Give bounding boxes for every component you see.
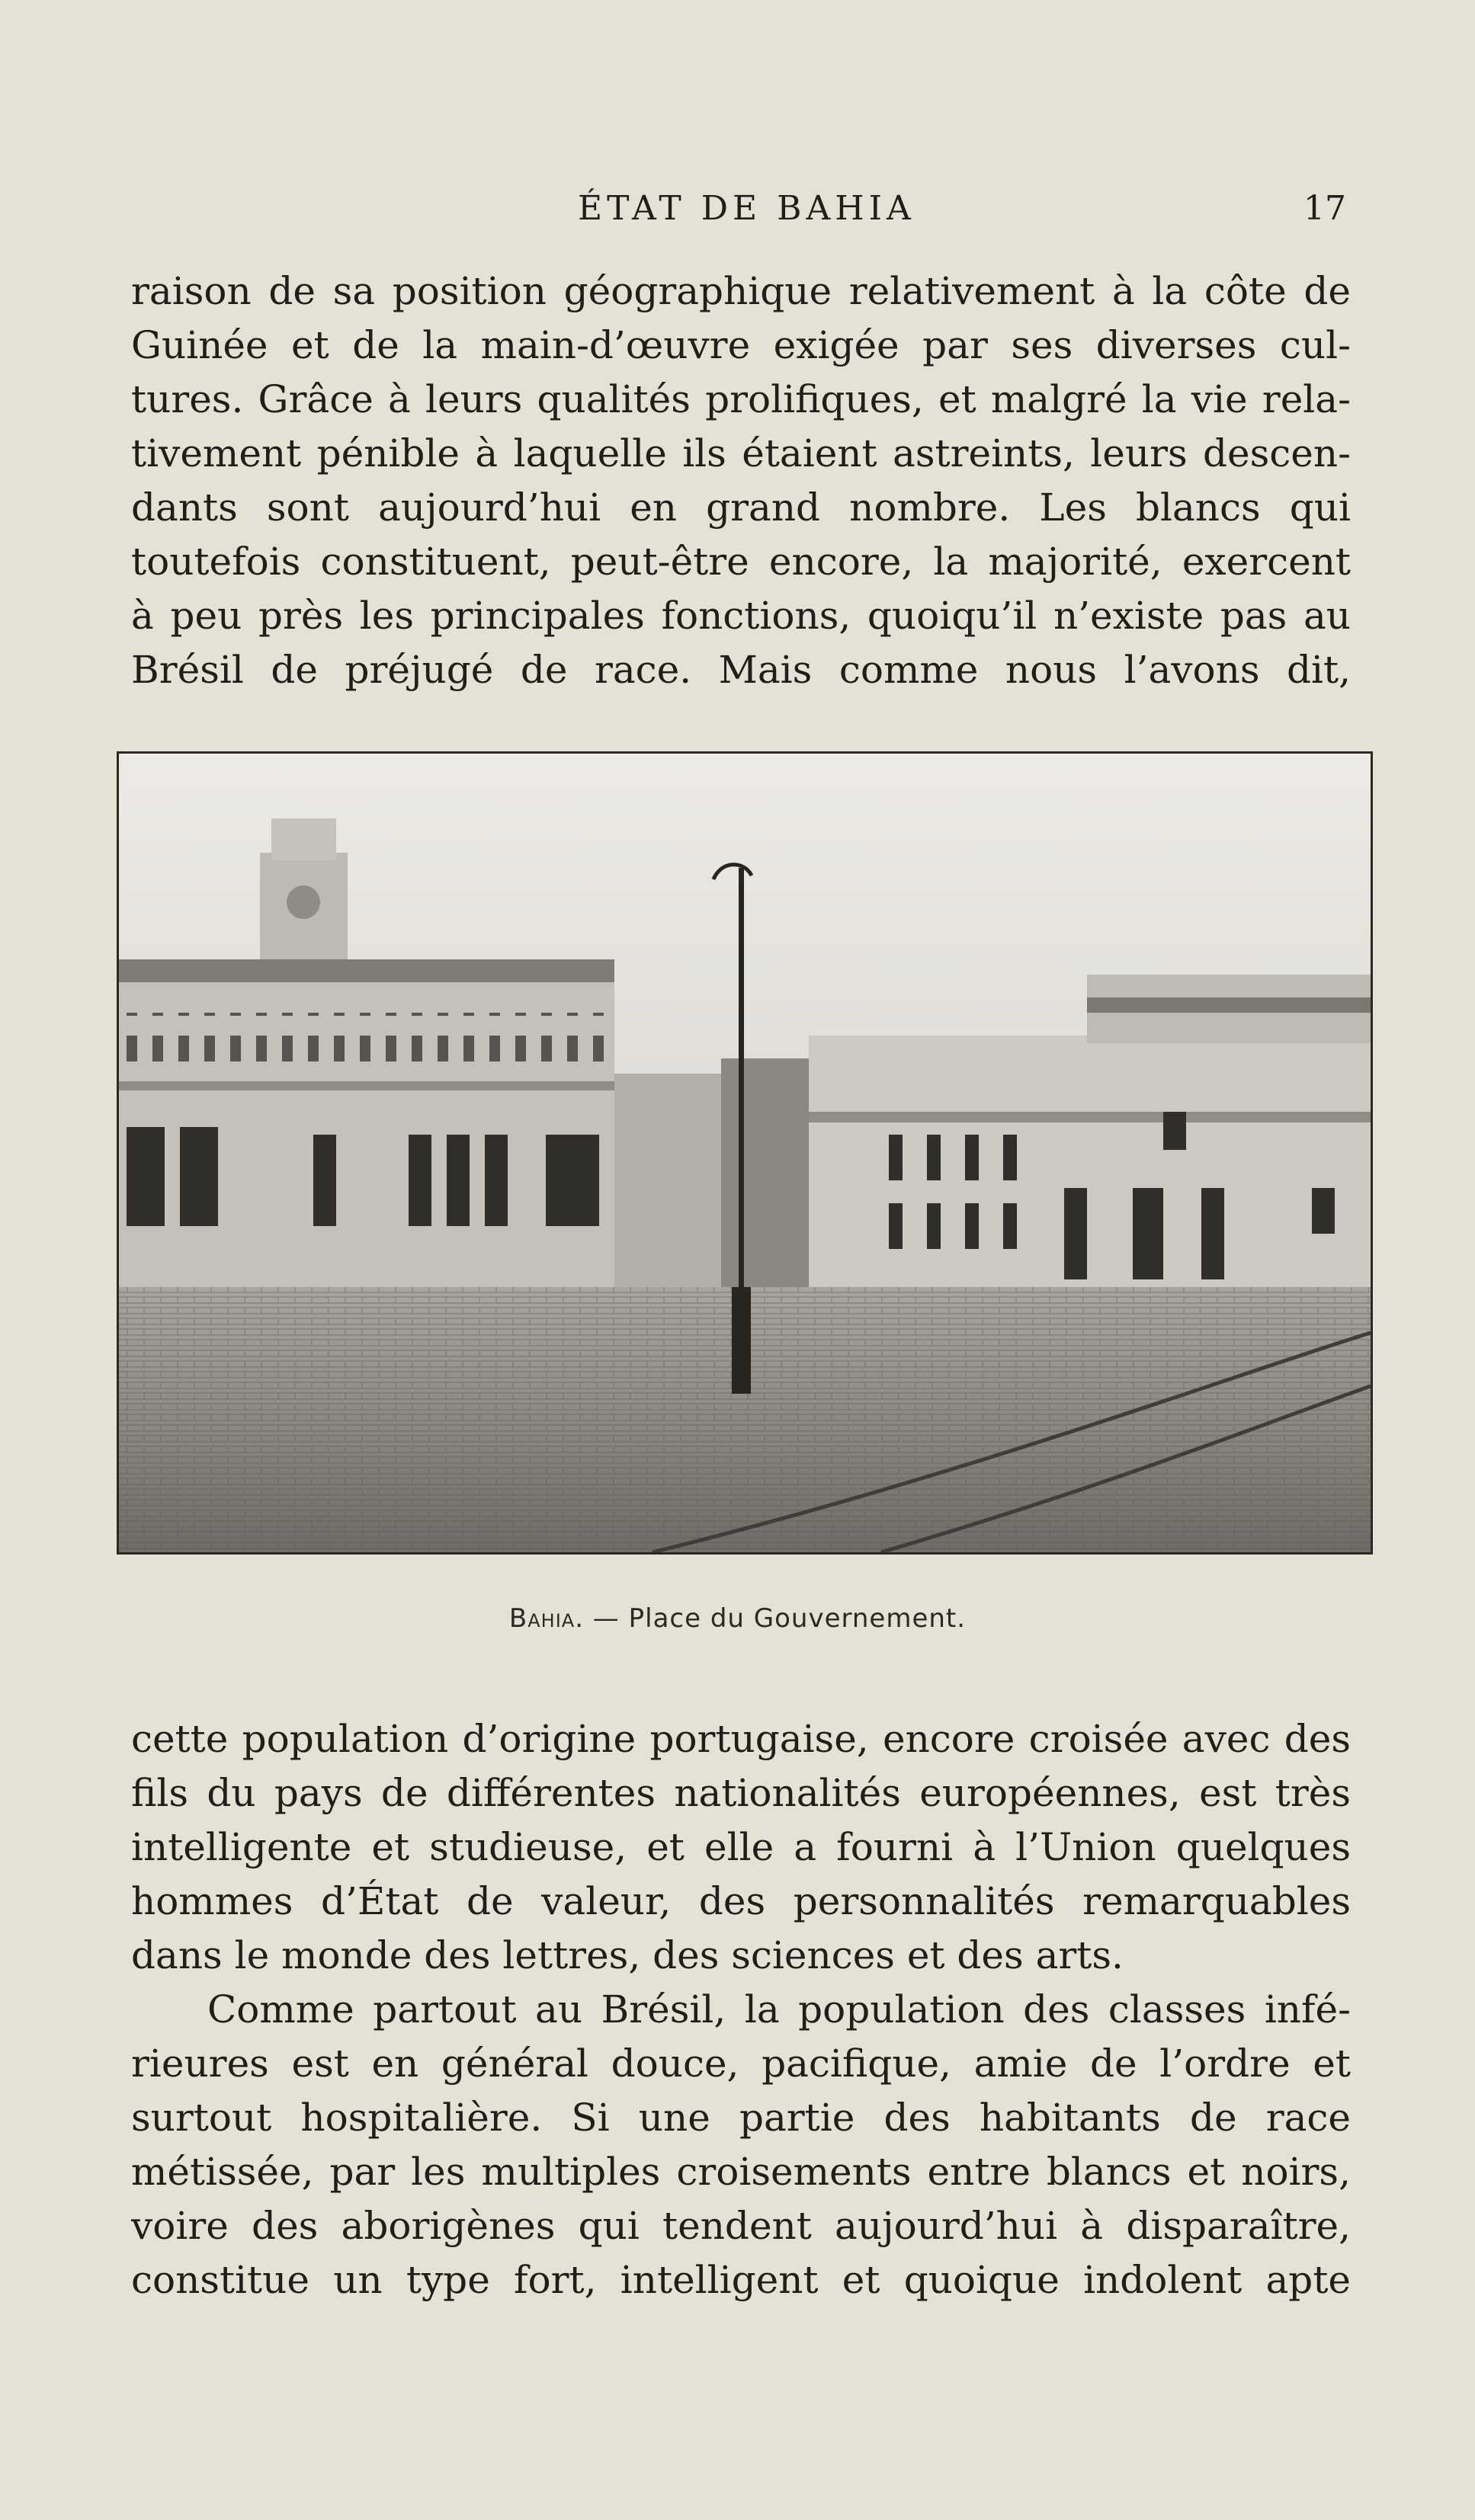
paragraph-bottom (131, 1712, 1351, 2307)
caption-text: — Place du Gouvernement. (584, 1603, 967, 1634)
text-line: tures. Grâce à leurs qualités prolifiques, et malgré la vie rela- (131, 377, 1351, 421)
text-line: dants sont aujourd’hui en grand nombre. Les blancs qui (131, 485, 1351, 530)
text-line: à peu près les principales fonctions, quoiqu’il n’existe pas au (131, 594, 1351, 638)
text-line: tivement pénible à laquelle ils étaient astreints, leurs descen- (131, 431, 1351, 476)
text-line: rieures est en général douce, pacifique, amie de l’ordre et (131, 2041, 1351, 2086)
paragraph-top (131, 264, 1351, 697)
text-line: constitue un type fort, intelligent et quoique indolent apte (131, 2258, 1351, 2302)
text-line: toutefois constituent, peut-être encore, la majorité, exercent (131, 540, 1351, 584)
text-line: surtout hospitalière. Si une partie des habitants de race (131, 2096, 1351, 2140)
text-line: métissée, par les multiples croisements entre blancs et noirs, (131, 2150, 1351, 2194)
text-line: Brésil de préjugé de race. Mais comme nous l’avons dit, (131, 648, 1351, 692)
text-line: cette population d’origine portugaise, encore croisée avec des (131, 1717, 1351, 1761)
figure-caption (0, 1603, 1475, 1634)
text-line: voire des aborigènes qui tendent aujourd’hui à disparaître, (131, 2204, 1351, 2248)
text-line: raison de sa position géographique relativement à la côte de (131, 269, 1351, 313)
text-line: dans le monde des lettres, des sciences et des arts. (131, 1933, 1124, 1977)
text-line: Guinée et de la main-d’œuvre exigée par ses diverses cul- (131, 323, 1351, 367)
text-line: Comme partout au Brésil, la population des classes infé- (207, 1987, 1351, 2032)
page-number: 17 (1303, 189, 1346, 228)
text-line: hommes d’État de valeur, des personnalités remarquables (131, 1879, 1351, 1923)
caption-city: Bahia. (508, 1603, 584, 1634)
running-title: ÉTAT DE BAHIA (578, 189, 915, 228)
text-line: fils du pays de différentes nationalités européennes, est très (131, 1771, 1351, 1815)
photograph-place-du-gouvernement (117, 751, 1373, 1555)
text-line: intelligente et studieuse, et elle a fourni à l’Union quelques (131, 1825, 1351, 1869)
